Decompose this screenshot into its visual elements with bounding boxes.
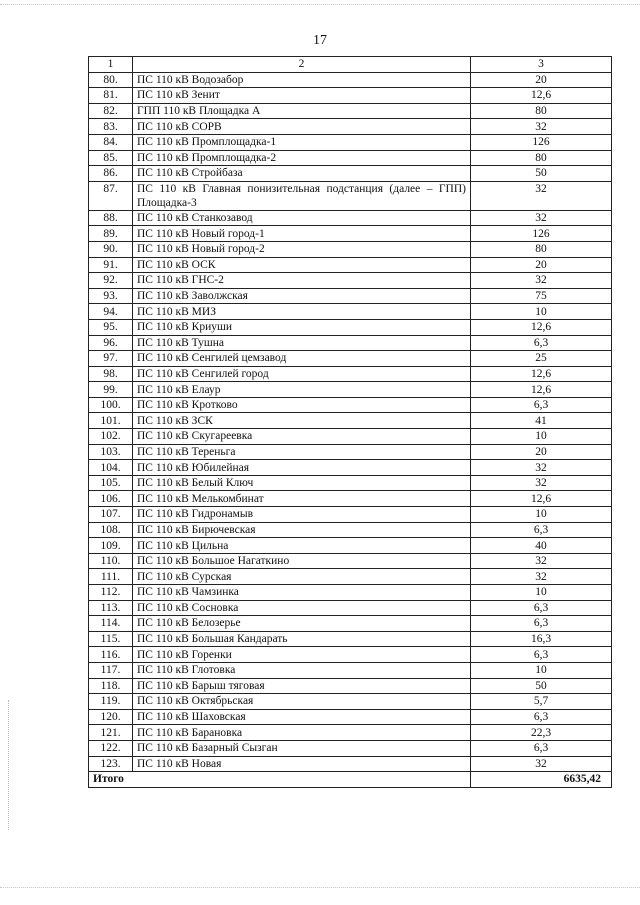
row-number: 87. <box>89 181 133 210</box>
table-row <box>89 181 612 210</box>
table-row <box>89 631 612 647</box>
table-row <box>89 288 612 304</box>
table-row <box>89 397 612 413</box>
capacity-value: 80 <box>471 103 612 119</box>
substation-name: ПС 110 кВ Тереньга <box>133 444 471 460</box>
table-row <box>89 366 612 382</box>
capacity-value: 5,7 <box>471 694 612 710</box>
capacity-value: 12,6 <box>471 491 612 507</box>
capacity-value: 80 <box>471 150 612 166</box>
table-row <box>89 647 612 663</box>
row-number: 83. <box>89 119 133 135</box>
table-row <box>89 522 612 538</box>
capacity-value: 126 <box>471 226 612 242</box>
table-row <box>89 88 612 104</box>
capacity-value: 25 <box>471 351 612 367</box>
substation-name: ПС 110 кВ Базарный Сызган <box>133 740 471 756</box>
row-number: 97. <box>89 351 133 367</box>
table-row <box>89 304 612 320</box>
row-number: 94. <box>89 304 133 320</box>
capacity-value: 6,3 <box>471 709 612 725</box>
capacity-value: 12,6 <box>471 88 612 104</box>
row-number: 88. <box>89 210 133 226</box>
table-row <box>89 273 612 289</box>
row-number: 90. <box>89 241 133 257</box>
substation-name: ПС 110 кВ Елаур <box>133 382 471 398</box>
scan-edge-left <box>8 700 10 830</box>
row-number: 113. <box>89 600 133 616</box>
substation-name: ПС 110 кВ Большая Кандарать <box>133 631 471 647</box>
capacity-value: 6,3 <box>471 397 612 413</box>
substation-name: ПС 110 кВ Гидронамыв <box>133 507 471 523</box>
table-row <box>89 210 612 226</box>
table-row <box>89 134 612 150</box>
substation-name: ПС 110 кВ Шаховская <box>133 709 471 725</box>
substation-name: ПС 110 кВ Новый город-2 <box>133 241 471 257</box>
row-number: 119. <box>89 694 133 710</box>
row-number: 99. <box>89 382 133 398</box>
capacity-value: 80 <box>471 241 612 257</box>
capacity-value: 6,3 <box>471 740 612 756</box>
row-number: 80. <box>89 72 133 88</box>
row-number: 120. <box>89 709 133 725</box>
substation-name: ПС 110 кВ Чамзинка <box>133 585 471 601</box>
substation-name: ПС 110 кВ Промплощадка-1 <box>133 134 471 150</box>
substation-name: ПС 110 кВ Бирючевская <box>133 522 471 538</box>
capacity-value: 10 <box>471 585 612 601</box>
row-number: 123. <box>89 756 133 772</box>
table-row <box>89 166 612 182</box>
scan-edge-bottom <box>0 887 640 889</box>
table-row <box>89 694 612 710</box>
substation-name: ПС 110 кВ Юбилейная <box>133 460 471 476</box>
capacity-value: 12,6 <box>471 319 612 335</box>
table-row <box>89 616 612 632</box>
table-row <box>89 119 612 135</box>
table-row <box>89 319 612 335</box>
substation-name: ПС 110 кВ СОРВ <box>133 119 471 135</box>
table-row <box>89 460 612 476</box>
substation-name: ПС 110 кВ Большое Нагаткино <box>133 553 471 569</box>
capacity-value: 32 <box>471 475 612 491</box>
header-col-1: 1 <box>89 57 133 73</box>
row-number: 84. <box>89 134 133 150</box>
table-row <box>89 600 612 616</box>
capacity-value: 32 <box>471 460 612 476</box>
substation-name: ПС 110 кВ Белозерье <box>133 616 471 632</box>
row-number: 106. <box>89 491 133 507</box>
substation-name: ПС 110 кВ МИЗ <box>133 304 471 320</box>
table-row <box>89 257 612 273</box>
substation-name: ПС 110 кВ Кротково <box>133 397 471 413</box>
header-col-3: 3 <box>471 57 612 73</box>
capacity-value: 50 <box>471 678 612 694</box>
capacity-value: 20 <box>471 444 612 460</box>
substation-name: ПС 110 кВ Промплощадка-2 <box>133 150 471 166</box>
capacity-value: 32 <box>471 181 612 210</box>
substation-name: ПС 110 кВ Глотовка <box>133 662 471 678</box>
substation-name: ПС 110 кВ Криуши <box>133 319 471 335</box>
capacity-value: 6,3 <box>471 600 612 616</box>
capacity-table <box>88 56 612 788</box>
table-row <box>89 382 612 398</box>
table-row <box>89 491 612 507</box>
row-number: 96. <box>89 335 133 351</box>
row-number: 93. <box>89 288 133 304</box>
table-row <box>89 103 612 119</box>
substation-name: ПС 110 кВ Новый город-1 <box>133 226 471 242</box>
table-row <box>89 662 612 678</box>
substation-name: ПС 110 кВ ЗСК <box>133 413 471 429</box>
row-number: 111. <box>89 569 133 585</box>
row-number: 122. <box>89 740 133 756</box>
table-row <box>89 335 612 351</box>
table-row <box>89 429 612 445</box>
capacity-value: 32 <box>471 210 612 226</box>
substation-name: ПС 110 кВ Стройбаза <box>133 166 471 182</box>
table-row <box>89 709 612 725</box>
capacity-value: 32 <box>471 119 612 135</box>
substation-name: ПС 110 кВ Зенит <box>133 88 471 104</box>
substation-name: ПС 110 кВ Заволжская <box>133 288 471 304</box>
row-number: 89. <box>89 226 133 242</box>
table-row <box>89 569 612 585</box>
table-row <box>89 150 612 166</box>
total-label: Итого <box>89 772 471 788</box>
row-number: 115. <box>89 631 133 647</box>
header-col-2: 2 <box>133 57 471 73</box>
capacity-value: 32 <box>471 273 612 289</box>
capacity-value: 50 <box>471 166 612 182</box>
page-number: 17 <box>313 33 327 48</box>
substation-name: ПС 110 кВ ОСК <box>133 257 471 273</box>
substation-name: ПС 110 кВ Новая <box>133 756 471 772</box>
substation-name: ПС 110 кВ Цильна <box>133 538 471 554</box>
row-number: 92. <box>89 273 133 289</box>
row-number: 95. <box>89 319 133 335</box>
substation-name: ПС 110 кВ Станкозавод <box>133 210 471 226</box>
table-row <box>89 756 612 772</box>
row-number: 109. <box>89 538 133 554</box>
table-row <box>89 444 612 460</box>
capacity-value: 41 <box>471 413 612 429</box>
table-row <box>89 351 612 367</box>
row-number: 91. <box>89 257 133 273</box>
row-number: 117. <box>89 662 133 678</box>
row-number: 105. <box>89 475 133 491</box>
capacity-value: 75 <box>471 288 612 304</box>
capacity-value: 20 <box>471 257 612 273</box>
row-number: 101. <box>89 413 133 429</box>
substation-name: ПС 110 кВ Октябрьская <box>133 694 471 710</box>
capacity-value: 32 <box>471 756 612 772</box>
substation-name: ПС 110 кВ Барановка <box>133 725 471 741</box>
row-number: 116. <box>89 647 133 663</box>
table-row <box>89 725 612 741</box>
row-number: 107. <box>89 507 133 523</box>
substation-name: ПС 110 кВ Сосновка <box>133 600 471 616</box>
total-value: 6635,42 <box>471 772 612 788</box>
capacity-value: 6,3 <box>471 335 612 351</box>
capacity-value: 32 <box>471 569 612 585</box>
table-row <box>89 72 612 88</box>
row-number: 112. <box>89 585 133 601</box>
substation-name: ПС 110 кВ Главная понизительная подстанция (далее – ГПП) Площадка-3 <box>133 181 471 210</box>
table-row <box>89 413 612 429</box>
table-row <box>89 740 612 756</box>
capacity-value: 10 <box>471 507 612 523</box>
capacity-value: 40 <box>471 538 612 554</box>
row-number: 104. <box>89 460 133 476</box>
capacity-value: 6,3 <box>471 616 612 632</box>
substation-name: ПС 110 кВ Горенки <box>133 647 471 663</box>
row-number: 110. <box>89 553 133 569</box>
row-number: 118. <box>89 678 133 694</box>
capacity-value: 10 <box>471 662 612 678</box>
row-number: 108. <box>89 522 133 538</box>
capacity-value: 16,3 <box>471 631 612 647</box>
row-number: 85. <box>89 150 133 166</box>
capacity-value: 126 <box>471 134 612 150</box>
table-row <box>89 241 612 257</box>
substation-name: ПС 110 кВ ГНС-2 <box>133 273 471 289</box>
capacity-value: 12,6 <box>471 366 612 382</box>
row-number: 98. <box>89 366 133 382</box>
substation-name: ГПП 110 кВ Площадка А <box>133 103 471 119</box>
capacity-value: 10 <box>471 304 612 320</box>
total-row <box>89 772 612 788</box>
substation-name: ПС 110 кВ Барыш тяговая <box>133 678 471 694</box>
capacity-value: 12,6 <box>471 382 612 398</box>
capacity-value: 20 <box>471 72 612 88</box>
substation-name: ПС 110 кВ Мелькомбинат <box>133 491 471 507</box>
substation-name: ПС 110 кВ Сурская <box>133 569 471 585</box>
capacity-value: 10 <box>471 429 612 445</box>
substation-name: ПС 110 кВ Водозабор <box>133 72 471 88</box>
row-number: 102. <box>89 429 133 445</box>
table-header-row <box>89 57 612 73</box>
row-number: 82. <box>89 103 133 119</box>
capacity-value: 32 <box>471 553 612 569</box>
table-row <box>89 678 612 694</box>
substation-name: ПС 110 кВ Сенгилей город <box>133 366 471 382</box>
table-row <box>89 585 612 601</box>
table-row <box>89 507 612 523</box>
substation-name: ПС 110 кВ Белый Ключ <box>133 475 471 491</box>
row-number: 103. <box>89 444 133 460</box>
table-row <box>89 553 612 569</box>
row-number: 86. <box>89 166 133 182</box>
capacity-value: 6,3 <box>471 647 612 663</box>
substation-name: ПС 110 кВ Тушна <box>133 335 471 351</box>
table-row <box>89 226 612 242</box>
capacity-value: 22,3 <box>471 725 612 741</box>
row-number: 114. <box>89 616 133 632</box>
row-number: 100. <box>89 397 133 413</box>
substation-name: ПС 110 кВ Сенгилей цемзавод <box>133 351 471 367</box>
table-body <box>89 57 612 788</box>
row-number: 121. <box>89 725 133 741</box>
capacity-value: 6,3 <box>471 522 612 538</box>
scan-edge-top <box>0 4 640 6</box>
table-row <box>89 475 612 491</box>
row-number: 81. <box>89 88 133 104</box>
substation-name: ПС 110 кВ Скугареевка <box>133 429 471 445</box>
table-row <box>89 538 612 554</box>
